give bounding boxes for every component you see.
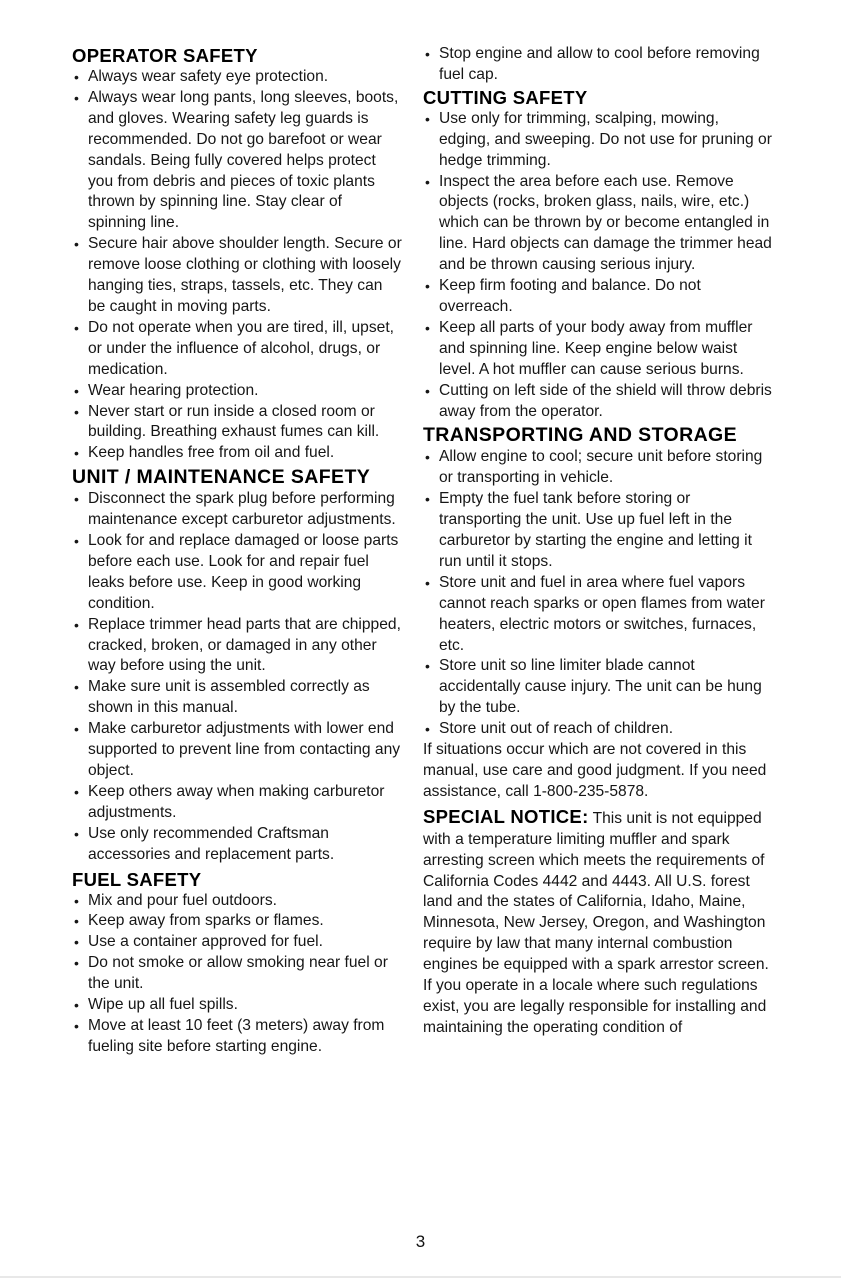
list-item: • Store unit so line limiter blade cannot accidentally cause injury. The unit can be hung by the tube.: [423, 656, 773, 719]
special-notice: [423, 807, 773, 1039]
list-item: • Use only for trimming, scalping, mowing, edging, and sweeping. Do not use for pruning or hedge trimming.: [423, 109, 773, 172]
left-column: [72, 44, 402, 1058]
list-item: • Disconnect the spark plug before performing maintenance except carburetor adjustments.: [72, 489, 402, 531]
list-item: • Wear hearing protection.: [72, 381, 402, 402]
list-item: • Keep all parts of your body away from muffler and spinning line. Keep engine below waist level. A hot muffler can cause serious burns.: [423, 318, 773, 381]
list-item: • Use only recommended Craftsman accessories and replacement parts.: [72, 824, 402, 866]
special-notice-text: This unit is not equipped with a temperature limiting muffler and spark arresting screen which meets the requirements of California Codes 4442 and 4443. All U.S. forest land and the states of California, Idaho, Maine, Minnesota, New Jersey, Oregon, and Washington require by law that many internal combustion engines be equipped with a spark arrestor screen. If you operate in a locale where such regulations exist, you are legally responsible for installing and maintaining the operating condition of: [423, 809, 769, 1036]
transporting-storage-list: [423, 447, 773, 740]
list-item: • Store unit out of reach of children.: [423, 719, 773, 740]
list-item: • Do not smoke or allow smoking near fuel or the unit.: [72, 953, 402, 995]
list-item: • Empty the fuel tank before storing or transporting the unit. Use up fuel left in the carburetor by starting the engine and letting it run until it stops.: [423, 489, 773, 573]
list-item: • Always wear safety eye protection.: [72, 67, 402, 88]
list-item: • Wipe up all fuel spills.: [72, 995, 402, 1016]
list-item: • Mix and pour fuel outdoors.: [72, 891, 402, 912]
list-item: • Stop engine and allow to cool before removing fuel cap.: [423, 44, 773, 86]
fuel-safety-list-continued: [423, 44, 773, 86]
operator-safety-heading: OPERATOR SAFETY: [72, 45, 258, 66]
closing-paragraph: If situations occur which are not covered in this manual, use care and good judgment. If you need assistance, call 1-800-235-5878.: [423, 741, 767, 800]
list-item: • Do not operate when you are tired, ill, upset, or under the influence of alcohol, drugs, or medication.: [72, 318, 402, 381]
list-item: • Keep handles free from oil and fuel.: [72, 443, 402, 464]
list-item: • Keep away from sparks or flames.: [72, 911, 402, 932]
operator-safety-list: [72, 67, 402, 464]
list-item: • Store unit and fuel in area where fuel vapors cannot reach sparks or open flames from water heaters, electric motors or switches, furnaces, etc.: [423, 573, 773, 657]
list-item: • Keep firm footing and balance. Do not overreach.: [423, 276, 773, 318]
transporting-storage-heading: TRANSPORTING AND STORAGE: [423, 424, 738, 447]
right-column: [423, 44, 773, 1039]
list-item: • Move at least 10 feet (3 meters) away from fueling site before starting engine.: [72, 1016, 402, 1058]
list-item: • Inspect the area before each use. Remove objects (rocks, broken glass, nails, wire, etc.) which can be thrown by or become entangled in line. Hard objects can damage the trimmer head and be thrown causing serious injury.: [423, 172, 773, 277]
list-item: • Never start or run inside a closed room or building. Breathing exhaust fumes can kill.: [72, 402, 402, 444]
list-item: • Always wear long pants, long sleeves, boots, and gloves. Wearing safety leg guards is recommended. Do not go barefoot or wear sandals. Being fully covered helps protect you from debris and pieces of toxic plants thrown by spinning line. Stay clear of spinning line.: [72, 88, 402, 234]
unit-maintenance-safety-heading: UNIT / MAINTENANCE SAFETY: [72, 466, 371, 489]
list-item: • Replace trimmer head parts that are chipped, cracked, broken, or damaged in any other way before using the unit.: [72, 615, 402, 678]
list-item: • Use a container approved for fuel.: [72, 932, 402, 953]
page-number: 3: [415, 1232, 426, 1251]
list-item: • Keep others away when making carburetor adjustments.: [72, 782, 402, 824]
cutting-safety-list: [423, 109, 773, 423]
fuel-safety-heading: FUEL SAFETY: [72, 868, 202, 890]
cutting-safety-heading: CUTTING SAFETY: [423, 86, 588, 108]
list-item: • Make sure unit is assembled correctly as shown in this manual.: [72, 677, 402, 719]
list-item: • Cutting on left side of the shield will throw debris away from the operator.: [423, 381, 773, 423]
unit-maintenance-safety-list: [72, 489, 402, 865]
list-item: • Look for and replace damaged or loose parts before each use. Look for and repair fuel leaks before use. Keep in good working condition.: [72, 531, 402, 615]
special-notice-label: SPECIAL NOTICE:: [423, 805, 589, 827]
list-item: • Make carburetor adjustments with lower end supported to prevent line from contacting any object.: [72, 719, 402, 782]
list-item: • Secure hair above shoulder length. Secure or remove loose clothing or clothing with loosely hanging ties, straps, tassels, etc. They can be caught in moving parts.: [72, 234, 402, 318]
list-item: • Allow engine to cool; secure unit before storing or transporting in vehicle.: [423, 447, 773, 489]
fuel-safety-list: [72, 891, 402, 1058]
